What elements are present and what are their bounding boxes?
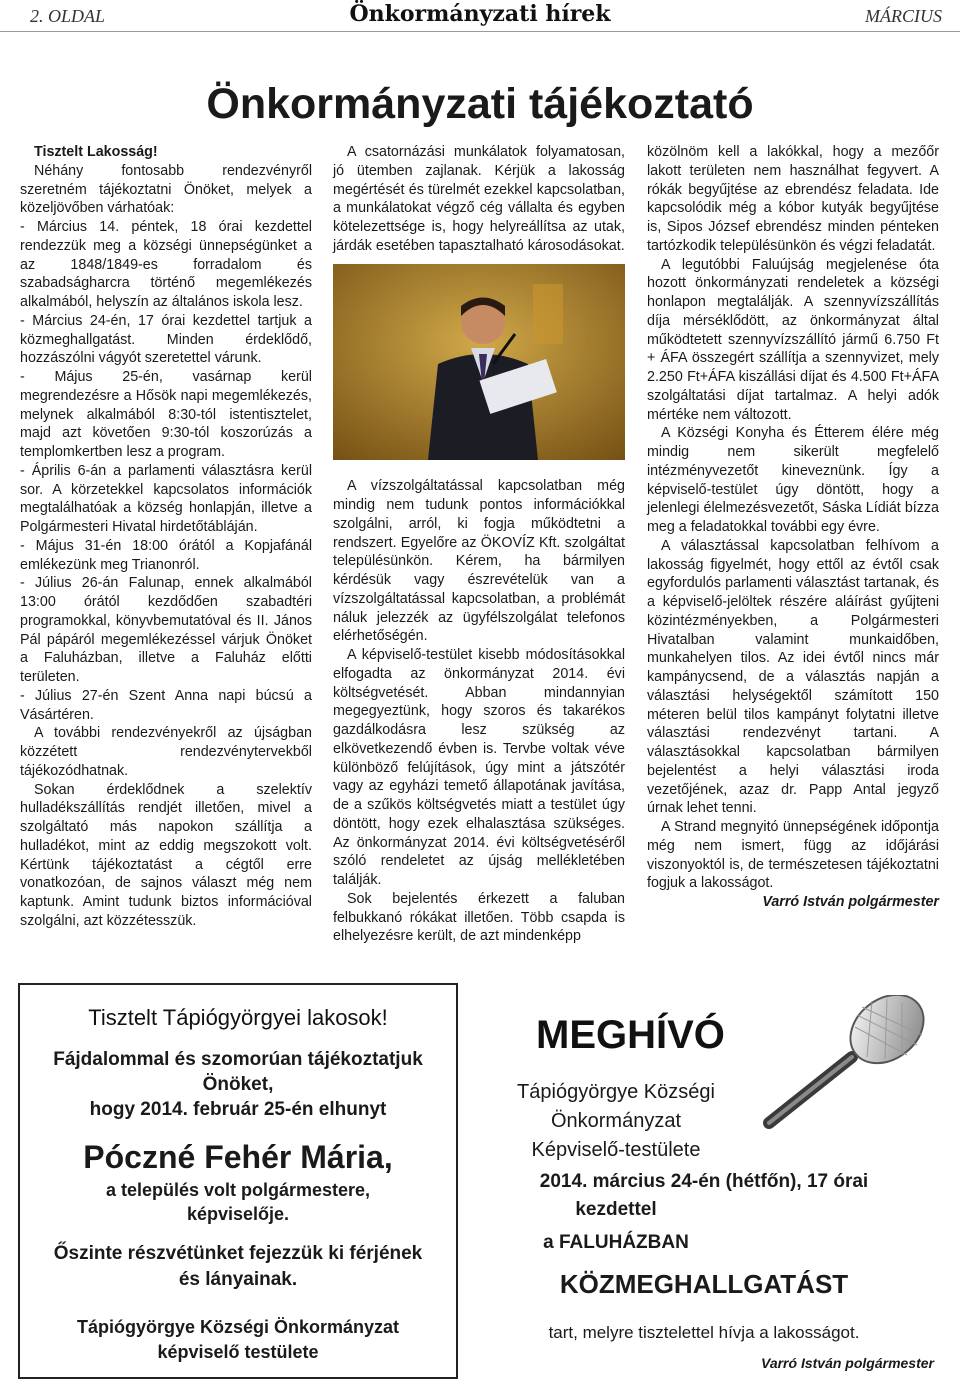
invitation-event: KÖZMEGHALLGATÁST: [559, 1269, 849, 1299]
col3-paragraph: A legutóbbi Faluújság megjelenése óta hozott önkormányzati rendeletek a községi honlapon megtalálják. A szennyvízszállítás díja mérséklődött, az önkormányzat által működtetett szennyvízszállító jármű 6.750 Ft + ÁFA összegért szállítja a szennyvizet, mely 2.250 Ft+ÁFA kiszállási díjat és 4.500 Ft+ÁFA szolgáltatási díjat tartalmaz. A helyi adók mértéke nem változott.: [647, 256, 939, 423]
deceased-name: Póczné Fehér Mária,: [83, 1139, 393, 1175]
invitation-text: tart, melyre tisztelettel hívja a lakosságot.: [548, 1323, 860, 1342]
obituary-sign-1: Tápiógyörgye Községi Önkormányzat: [76, 1317, 400, 1337]
invitation-heading: MEGHÍVÓ: [536, 1013, 725, 1057]
column-2: [333, 143, 625, 946]
col1-paragraph: Néhány fontosabb rendezvényről szeretném tájékoztatni Önöket, melyek a közeljövőben várhatóak:: [20, 162, 312, 217]
col1-paragraph: - Május 31-én 18:00 órától a Kopjafánál emlékezünk meg Trianonról.: [20, 537, 312, 573]
col1-paragraph: - Március 24-én, 17 órai kezdettel tartjuk a közmeghallgatást. Minden érdeklődő, hozzászólni vágyót szeretettel várunk.: [20, 312, 312, 367]
col1-paragraph: - Április 6-án a parlamenti választásra kerül sor. A körzetekkel kapcsolatos információk megtalálhatóak a község honlapján, illetve a Polgármesteri Hivatal hirdetőtábláján.: [20, 462, 312, 535]
col2_bottom-paragraph: A képviselő-testület kisebb módosításokkal elfogadta az önkormányzat 2014. évi költségvetését. Abban mindannyian megegyeztünk, hogy szoros és takarékos gazdálkodásra lesz szükség az elkövetkezendő évben is. Tervbe voltak véve különböző felújítások, úgy mint a játszótér vagy az egyházi temető állapotának javítása, de a szűkös költségvetés miatt a testület úgy döntött, hogy ezek elhalasztása szükséges. Az önkormányzat 2014. évi költségvetéséről szóló rendeletet az újság mellékletében találják.: [333, 647, 625, 888]
invitation-org-3: Képviselő-testülete: [531, 1139, 701, 1161]
deceased-role-2: képviselője.: [186, 1204, 290, 1224]
col1-paragraph: - Július 27-én Szent Anna napi búcsú a Vásártéren.: [20, 687, 312, 723]
col3-paragraph: A Községi Konyha és Étterem élére még mindig nem sikerült megfelelő intézményvezetőt kineveznünk. Így a képviselő-testület úgy döntött, hogy a jelenlegi élelmezésvezetőt, Sáska Lídiát bízza meg a feladatokkal további egy évre.: [647, 425, 939, 535]
col2_bottom-paragraph: Sok bejelentés érkezett a faluban felbukkanó rókákat illetően. Több csapda is elhelyezésre került, de azt mindenképp: [333, 890, 625, 945]
mayor-photo: [333, 264, 625, 460]
article-title: Önkormányzati tájékoztató: [206, 80, 754, 128]
obituary-heading: Tisztelt Tápiógyörgyei lakosok!: [88, 1005, 388, 1030]
deceased-role-1: a település volt polgármestere,: [105, 1180, 371, 1200]
col1-paragraph: - Május 25-én, vasárnap kerül megrendezésre a Hősök napi megemlékezés, melynek alkalmából 8:30-tól istentisztelet, majd azt követően 9:30-tól koszorúzás a templomkertben lesz a program.: [20, 369, 312, 460]
mayor-signature: Varró István polgármester: [762, 894, 939, 910]
col1-paragraph: A további rendezvényekről az újságban közzétett rendezvénytervekből tájékozódhatnak.: [20, 725, 312, 779]
col2_bottom-paragraph: A vízszolgáltatással kapcsolatban még mindig nem tudunk pontos információkkal szolgálni, arról, ki fogja működtetni a rendszert. Egyelőre az ÖKOVÍZ Kft. szolgáltat településünkön. Kérem, ha bármilyen kérdésük vagy észrevételük van a vízszolgáltatással kapcsolatban, a problémát náluk jelezzék az ügyfélszolgálat telefonos elérhetőségén.: [333, 478, 625, 645]
col3-paragraph: közölnöm kell a lakókkal, hogy a mezőőr lakott területen nem használhat fegyvert. A rókák begyűjtése az ebrendész feladata. Ide kapcsolódik még a kóbor kutyák begyűjtése is, Sipos József ebrendész minden pénteken tartózkodik településünkön és végzi feladatát.: [647, 144, 939, 254]
condolence-line-1: Őszinte részvétünket fejezzük ki férjének: [53, 1243, 423, 1264]
page-number: 2. OLDAL: [30, 6, 106, 26]
obituary-line-1: Fájdalommal és szomorúan tájékoztatjuk: [53, 1049, 423, 1070]
obituary-sign-2: képviselő testülete: [157, 1342, 319, 1362]
invitation-signature: Varró István polgármester: [761, 1355, 934, 1371]
obituary-line-2: Önöket,: [202, 1074, 274, 1095]
page-header: [0, 0, 960, 32]
col3-paragraph: A Strand megnyitó ünnepségének időpontja még nem ismert, függ az időjárási viszonyoktól is, de természetesen tájékoztatni fogjuk a lakosságot.: [647, 819, 939, 892]
col1-paragraph: - Július 26-án Falunap, ennek alkalmából 13:00 órától kezdődően szabadtéri programokkal, könyvbemutatóval és II. János Pál pápáról megemlékezéssel várjuk Önöket a Faluházban, illetve a Faluház előtti területen.: [20, 575, 312, 685]
invitation-place: a FALUHÁZBAN: [543, 1232, 689, 1253]
column-3: [647, 143, 939, 912]
invitation-date-1: 2014. március 24-én (hétfőn), 17 órai: [539, 1171, 869, 1192]
obituary-line-3: hogy 2014. február 25-én elhunyt: [89, 1099, 387, 1120]
col1-paragraph: - Március 14. péntek, 18 órai kezdettel rendezzük meg a községi ünnepségünket a az 1848/1849-es forradalom és szabadságharcra történő megemlékezés alkalmából, helyszín az általános iskola lesz.: [20, 219, 312, 310]
condolence-line-2: és lányainak.: [178, 1269, 298, 1290]
issue-month: MÁRCIUS: [865, 6, 942, 26]
col3-paragraph: A választással kapcsolatban felhívom a lakosság figyelmét, hogy ettől az évtől csak egyfordulós parlamenti választást tartanak, és a képviselő-jelöltek részére aláírást gyűjteni közintézményekben, a Polgármesteri Hivatalban valamint munkaidőben, munkahelyen tilos. Az idei évtől nincs már kampánycsend, de a választás napján a választási helységektől számított 150 méteren belül tilos kampányt folytatni illetve választási rendezvényt tartani. A választásokkal kapcsolatban bármilyen bejelentést a helyi választási iroda vezetőjének, azaz dr. Papp Antal jegyző úrnak lehet tenni.: [647, 537, 939, 817]
obituary-box: [18, 983, 458, 1379]
col1-paragraph: Sokan érdeklődnek a szelektív hulladékszállítás rendjét illetően, mivel a szolgáltató más napokon szállítja a hulladékot, mint az eddig megszokott volt. Kértünk tájékoztatást a cégtől erre vonatkozóan, de sajnos választ még nem kaptunk. Amint tudunk biztos információval szolgálni, azt közzétesszük.: [20, 781, 312, 929]
col1-paragraph: Tisztelt Lakosság!: [34, 144, 158, 160]
invitation-org-2: Önkormányzat: [550, 1110, 682, 1132]
invitation-date-2: kezdettel: [575, 1199, 657, 1220]
invitation-org-1: Tápiógyörgye Községi: [517, 1081, 715, 1103]
invitation-box: [466, 983, 942, 1379]
col2_top-paragraph: A csatornázási munkálatok folyamatosan, jó ütemben zajlanak. Kérjük a lakosság megértését és türelmét ezekkel kapcsolatban, a munkálatokat végző cég vállalta és egyben kötelezettsége is, hogy helyreállítsa az utak, járdák esetében tapasztalható károsodásokat.: [333, 144, 625, 254]
column-1: [20, 143, 312, 931]
newspaper-section-title: Önkormányzati hírek: [349, 1, 611, 27]
